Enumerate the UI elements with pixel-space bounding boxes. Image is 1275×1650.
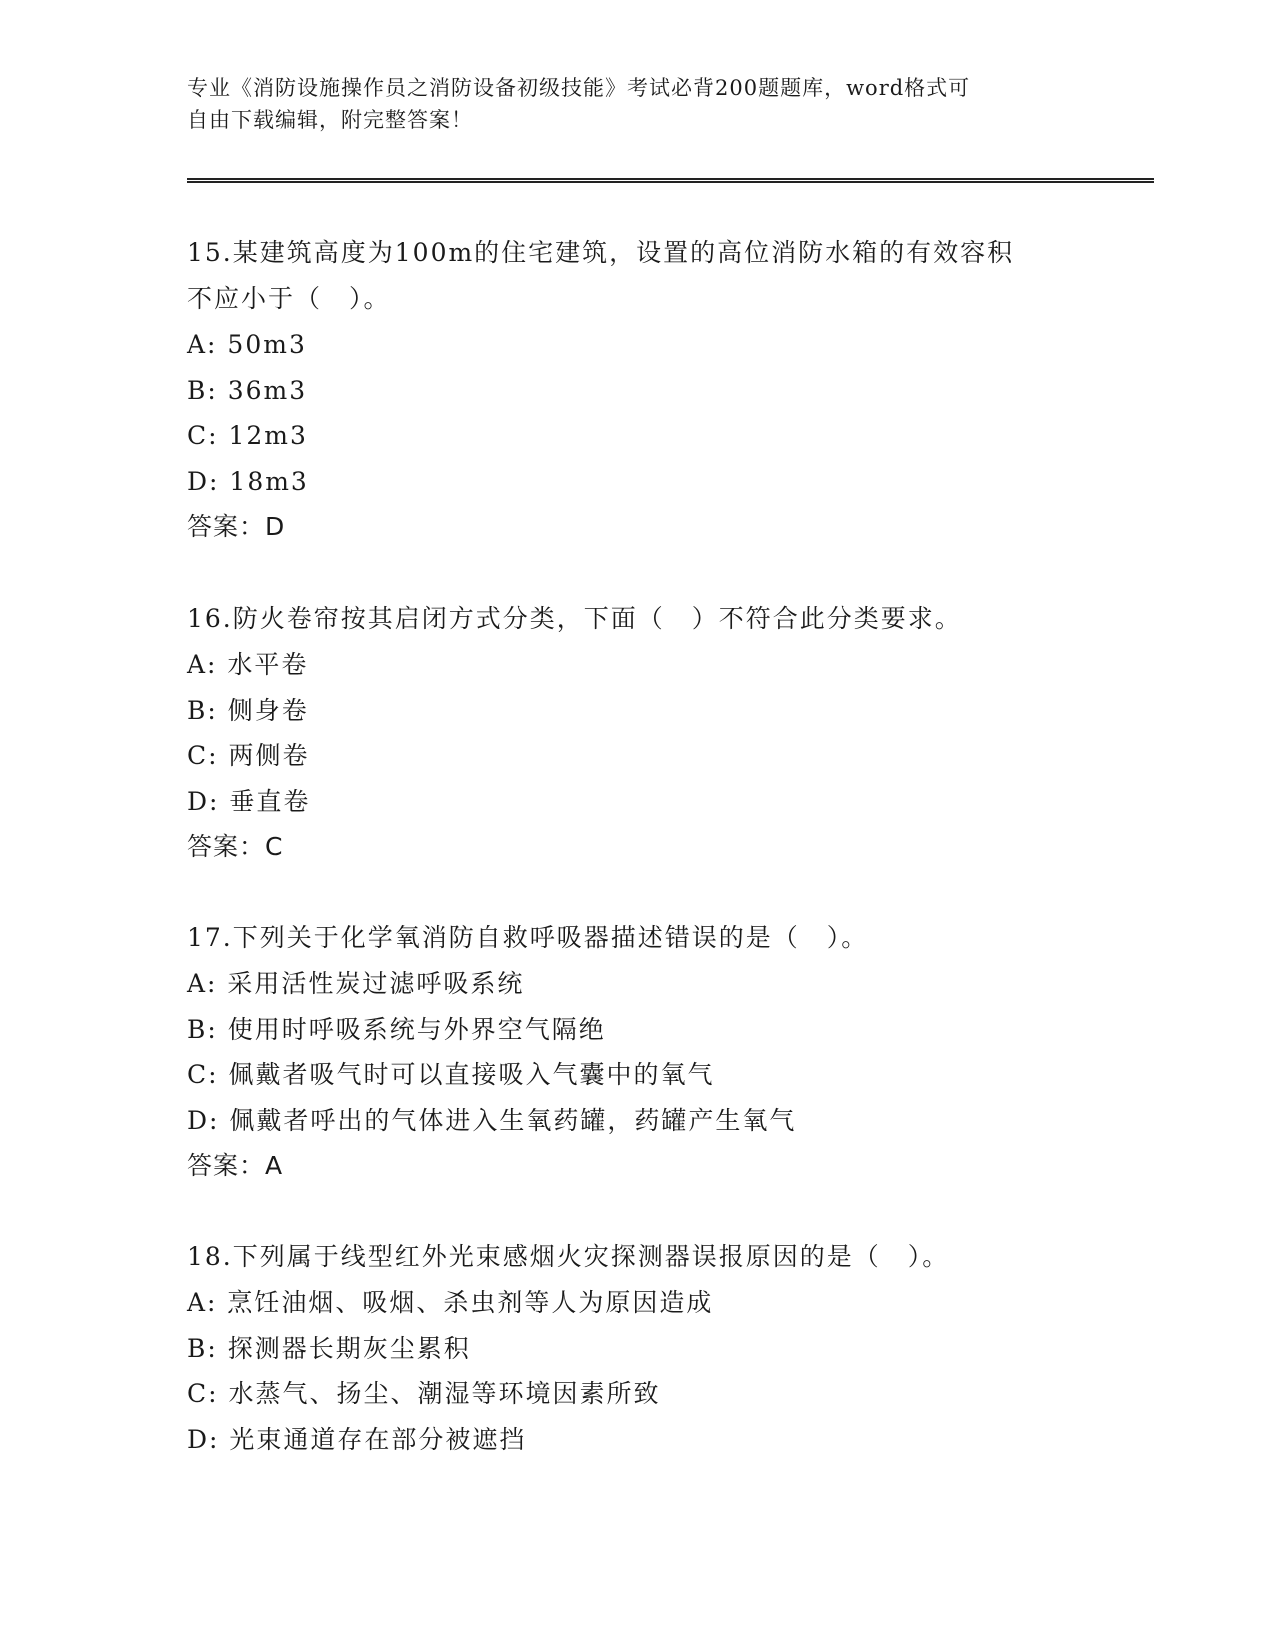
question-text-line-1: 16.防火卷帘按其启闭方式分类，下面（ ）不符合此分类要求。	[187, 604, 962, 633]
option-d: D: 光束通道存在部分被遮挡	[187, 1424, 527, 1454]
answer: 答案：A	[187, 1151, 284, 1180]
option-c: C: 佩戴者吸气时可以直接吸入气囊中的氧气	[187, 1060, 715, 1089]
option-c: C: 水蒸气、扬尘、潮湿等环境因素所致	[187, 1379, 661, 1408]
question-text-line-2: 不应小于（ ）。	[187, 284, 391, 313]
option-d: D: 18m3	[187, 466, 309, 496]
question-text-line-1: 18.下列属于线型红外光束感烟火灾探测器误报原因的是（ ）。	[187, 1242, 950, 1271]
question-18	[187, 1234, 1087, 1462]
header-line-1: 专业《消防设施操作员之消防设备初级技能》考试必背200题题库，word格式可	[187, 76, 971, 100]
option-b: B: 侧身卷	[187, 695, 309, 725]
question-16	[187, 596, 1087, 870]
option-d: D: 垂直卷	[187, 786, 311, 816]
option-d: D: 佩戴者呼出的气体进入生氧药罐，药罐产生氧气	[187, 1105, 797, 1135]
option-a: A: 水平卷	[187, 650, 309, 679]
option-c: C: 两侧卷	[187, 741, 310, 770]
question-15	[187, 230, 1087, 550]
option-c: C: 12m3	[187, 421, 308, 450]
option-a: A: 烹饪油烟、吸烟、杀虫剂等人为原因造成	[187, 1288, 714, 1317]
question-17	[187, 915, 1087, 1189]
option-a: A: 50m3	[187, 330, 307, 359]
option-b: B: 使用时呼吸系统与外界空气隔绝	[187, 1014, 606, 1044]
question-text-line-1: 15.某建筑高度为100m的住宅建筑，设置的高位消防水箱的有效容积	[187, 238, 1015, 267]
answer: 答案：C	[187, 832, 284, 861]
option-b: B: 探测器长期灰尘累积	[187, 1333, 471, 1363]
header-divider	[187, 178, 1154, 183]
option-b: B: 36m3	[187, 375, 308, 405]
document-header	[187, 72, 1067, 136]
option-a: A: 采用活性炭过滤呼吸系统	[187, 969, 525, 998]
header-line-2: 自由下载编辑，附完整答案！	[187, 108, 473, 132]
question-text-line-1: 17.下列关于化学氧消防自救呼吸器描述错误的是（ ）。	[187, 923, 869, 952]
answer: 答案：D	[187, 512, 286, 541]
